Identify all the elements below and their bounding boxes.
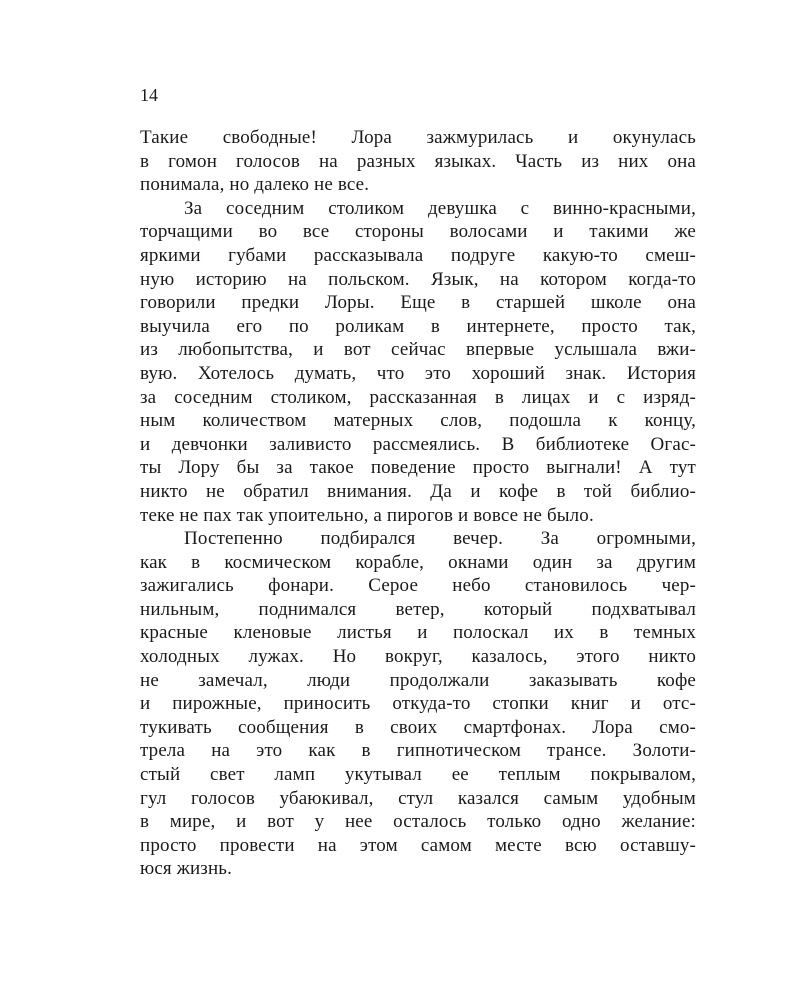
text-line: в гомон голосов на разных языках. Часть из них она (140, 150, 696, 172)
text-line: выучила его по роликам в интернете, просто так, (140, 315, 696, 337)
text-line: Такие свободные! Лора зажмурилась и окунулась (140, 127, 696, 148)
text-line: никто не обратил внимания. Да и кофе в той библио- (140, 480, 696, 502)
page-number: 14 (140, 85, 158, 105)
text-line: теке не пах так упоительно, а пирогов и вовсе не было. (140, 504, 594, 526)
text-line: нильным, поднимался ветер, который подхватывал (140, 598, 696, 620)
text-line: в мире, и вот у нее осталось только одно желание: (140, 811, 696, 833)
text-line: тукивать сообщения в своих смартфонах. Лора смо- (140, 716, 696, 738)
text-line: не замечал, люди продолжали заказывать кофе (140, 669, 696, 691)
text-line: зажигались фонари. Серое небо становилось чер- (140, 575, 696, 597)
text-line: ную историю на польском. Язык, на котором когда-то (140, 268, 696, 290)
text-line: за соседним столиком, рассказанная в лицах и с изряд- (140, 386, 696, 408)
text-line: Постепенно подбирался вечер. За огромными, (184, 528, 696, 550)
text-line: яркими губами рассказывала подруге какую-то смеш- (140, 244, 696, 266)
text-line: За соседним столиком девушка с винно-красными, (184, 197, 696, 219)
text-line: стый свет ламп укутывал ее теплым покрывалом, (140, 764, 696, 786)
body-text (140, 126, 696, 881)
text-line: вую. Хотелось думать, что это хороший знак. История (140, 362, 696, 384)
text-line: и девчонки заливисто рассмеялись. В библиотеке Огас- (140, 433, 696, 455)
text-line: ным количеством матерных слов, подошла к концу, (140, 410, 696, 432)
text-line: гул голосов убаюкивал, стул казался самым удобным (140, 787, 696, 809)
text-line: просто провести на этом самом месте всю оставшу- (140, 834, 696, 856)
text-line: холодных лужах. Но вокруг, казалось, этого никто (140, 646, 696, 668)
text-line: ты Лору бы за такое поведение просто выгнали! А тут (140, 457, 696, 479)
text-line: как в космическом корабле, окнами один за другим (140, 551, 696, 573)
text-line: и пирожные, приносить откуда-то стопки книг и отс- (140, 693, 696, 715)
text-line: понимала, но далеко не все. (140, 174, 370, 196)
text-line: юся жизнь. (140, 858, 233, 880)
text-line: из любопытства, и вот сейчас впервые услышала вжи- (140, 339, 696, 361)
text-line: торчащими во все стороны волосами и такими же (140, 221, 696, 243)
text-line: красные кленовые листья и полоскал их в темных (140, 622, 696, 644)
text-line: трела на это как в гипнотическом трансе. Золоти- (140, 740, 696, 762)
text-line: говорили предки Лоры. Еще в старшей школе она (140, 292, 696, 314)
